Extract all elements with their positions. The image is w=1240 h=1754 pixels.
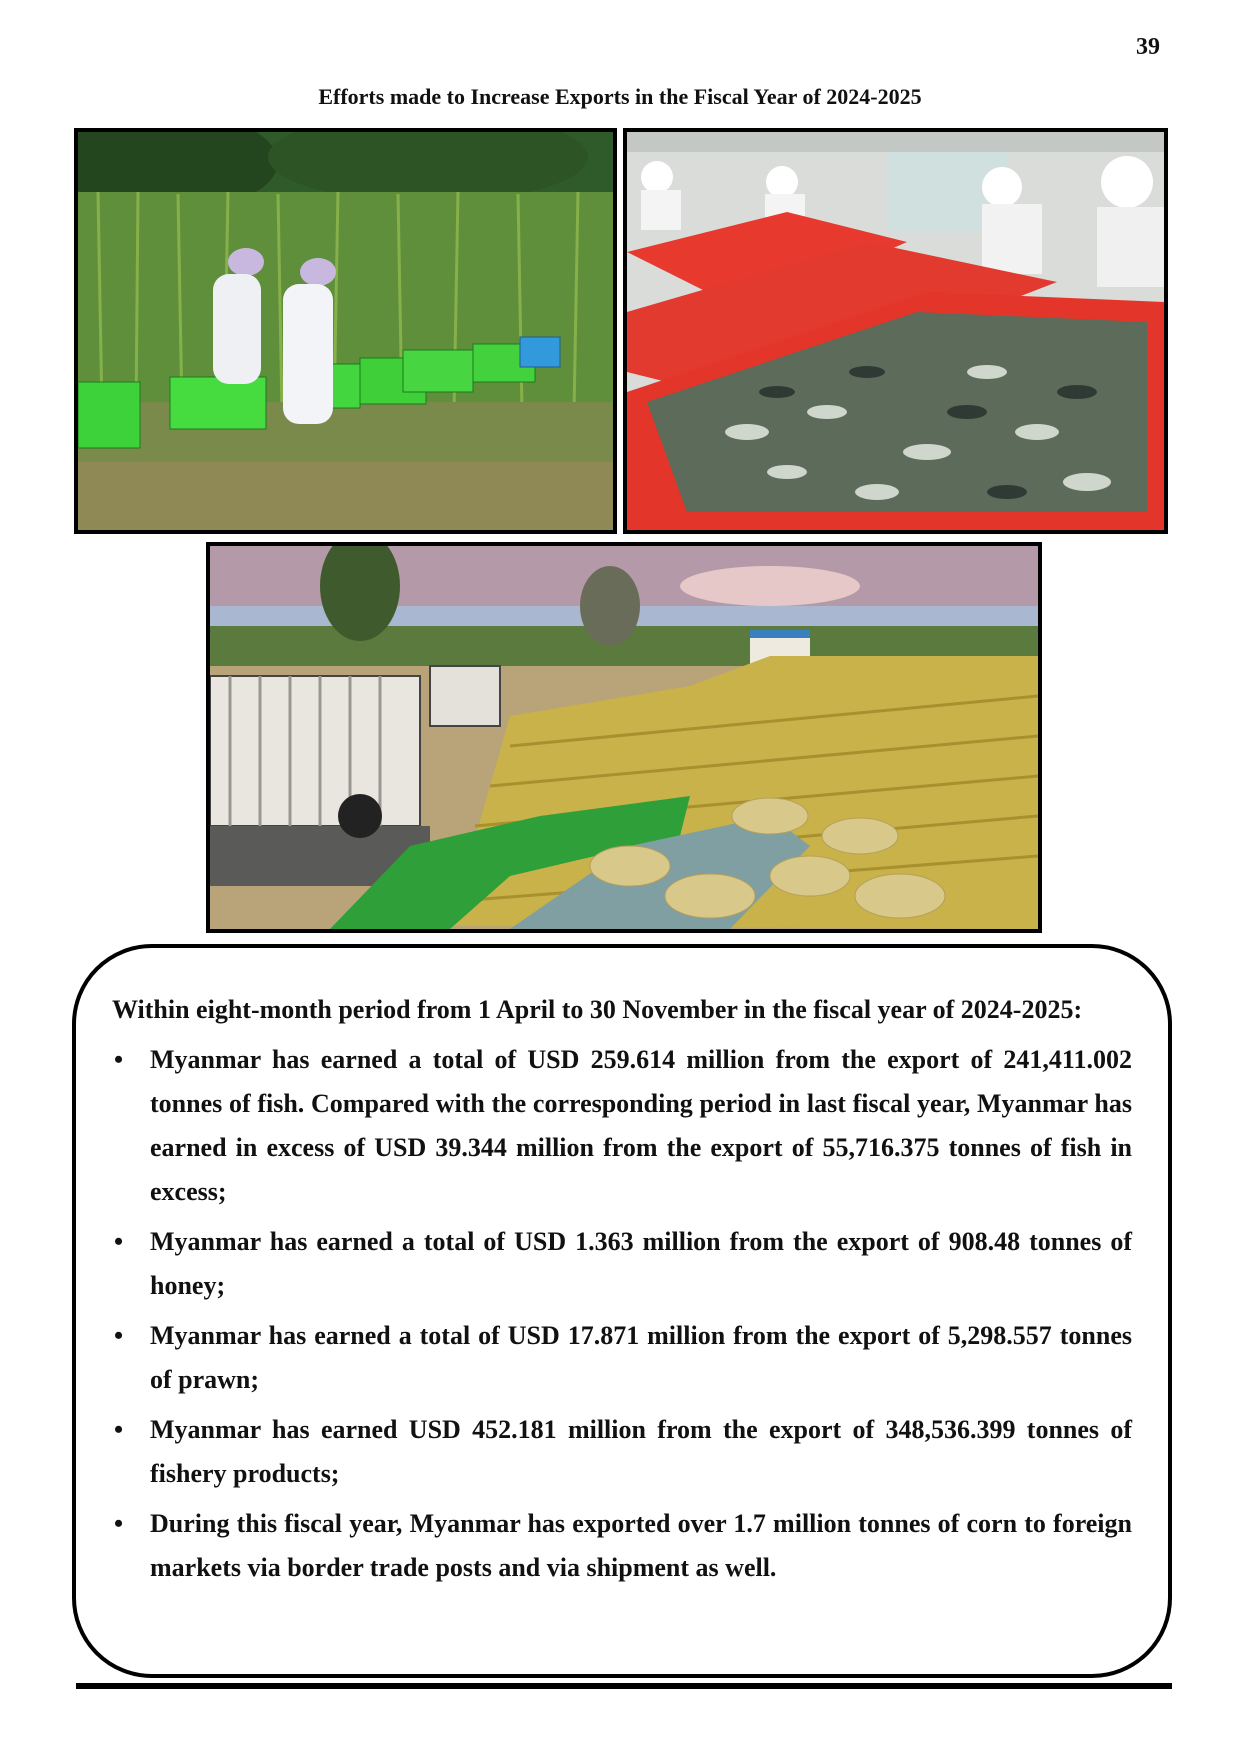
bullet-corn: • During this fiscal year, Myanmar has exported over 1.7 million tonnes of corn to foreign markets via border trade posts and via shipment as well. [112, 1502, 1132, 1590]
photo-corn-sacks [206, 542, 1042, 933]
bullet-fish: • Myanmar has earned a total of USD 259.614 million from the export of 241,411.002 tonnes of fish. Compared with the corresponding period in last fiscal year, Myanmar has earned in excess of USD 39.344 million from the export of 55,716.375 tonnes of fish in excess; [112, 1038, 1132, 1214]
bullet-prawn: • Myanmar has earned a total of USD 17.871 million from the export of 5,298.557 tonnes of prawn; [112, 1314, 1132, 1402]
corn-sacks-illustration [210, 546, 1038, 929]
prawn-processing-illustration [627, 132, 1164, 530]
photo-beekeeping [74, 128, 617, 534]
page-number: 39 [1136, 34, 1160, 60]
beekeeping-illustration [78, 132, 613, 530]
photo-prawn-processing [623, 128, 1168, 534]
bullet-honey: • Myanmar has earned a total of USD 1.363 million from the export of 908.48 tonnes of honey; [112, 1220, 1132, 1308]
export-bullet-list [112, 1038, 1132, 1590]
summary-intro: Within eight-month period from 1 April to 30 November in the fiscal year of 2024-2025: [112, 995, 1083, 1024]
export-summary-box [72, 944, 1172, 1678]
page-title: Efforts made to Increase Exports in the Fiscal Year of 2024-2025 [318, 84, 922, 109]
bottom-rule [76, 1683, 1172, 1689]
bullet-fishery-products: • Myanmar has earned USD 452.181 million from the export of 348,536.399 tonnes of fishery products; [112, 1408, 1132, 1496]
